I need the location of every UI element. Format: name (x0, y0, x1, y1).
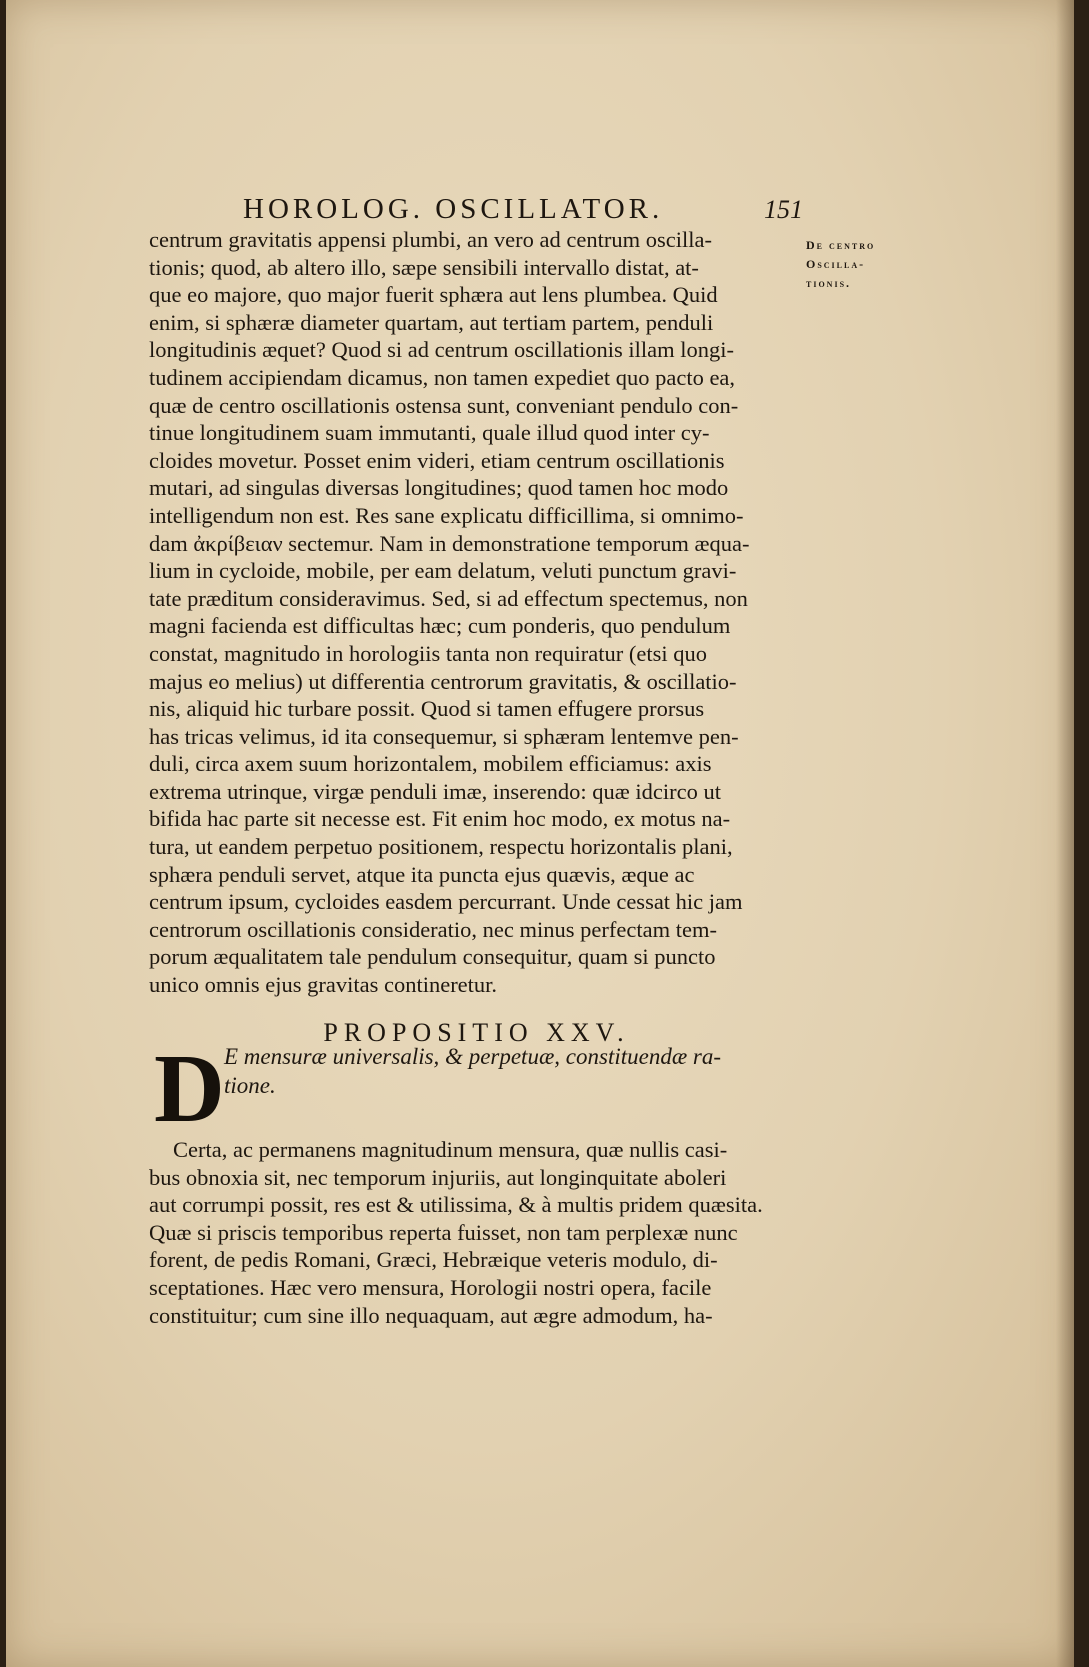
text-line: quæ de centro oscillationis ostensa sunt, conveniant pendulo con- (149, 392, 739, 418)
text-line: has tricas velimus, id ita consequemur, si sphæram lentemve pen- (149, 723, 739, 749)
text-line: constituitur; cum sine illo nequaquam, aut ægre admodum, ha- (149, 1302, 713, 1328)
body-text (149, 226, 804, 999)
page-header (243, 193, 803, 227)
text-line: E mensuræ universalis, & perpetuæ, constituendæ ra- (224, 1044, 722, 1069)
text-line: porum æqualitatem tale pendulum consequitur, quam si puncto (149, 944, 716, 970)
text-line: nis, aliquid hic turbare possit. Quod si tamen effugere prorsus (149, 696, 705, 722)
text-line: majus eo melius) ut differentia centrorum gravitatis, & oscillatio- (149, 668, 737, 694)
text-line: tudinem accipiendam dicamus, non tamen expediet quo pacto ea, (149, 364, 736, 390)
running-title: HOROLOG. OSCILLATOR. (243, 193, 664, 225)
text-line: mutari, ad singulas diversas longitudines; quod tamen hoc modo (149, 475, 729, 501)
text-line: centrum gravitatis appensi plumbi, an vero ad centrum oscilla- (149, 227, 712, 252)
margin-note-line: tionis. (806, 276, 852, 290)
margin-note-line: Oscilla- (806, 257, 866, 271)
proposition-heading: PROPOSITIO XXV. (323, 1018, 630, 1047)
text-line: tionis; quod, ab altero illo, sæpe sensibili intervallo distat, at- (149, 254, 699, 280)
page-number: 151 (764, 195, 803, 224)
margin-note-line: De centro (806, 238, 876, 252)
text-line: bus obnoxia sit, nec temporum injuriis, aut longinquitate aboleri (149, 1164, 727, 1190)
text-line: forent, de pedis Romani, Græci, Hebræique veteris modulo, di- (149, 1247, 718, 1273)
text-line: intelligendum non est. Res sane explicatu difficillima, si omnimo- (149, 502, 744, 528)
text-line: centrorum oscillationis consideratio, nec minus perfectam tem- (149, 916, 717, 942)
text-line: Certa, ac permanens magnitudinum mensura, quæ nullis casi- (173, 1137, 728, 1162)
proposition-title (224, 1042, 804, 1100)
text-line: extrema utrinque, virgæ penduli imæ, inserendo: quæ idcirco ut (149, 778, 721, 804)
text-line: centrum ipsum, cycloides easdem percurrant. Unde cessat hic jam (149, 889, 743, 915)
margin-note (806, 236, 901, 293)
text-line: unico omnis ejus gravitas contineretur. (149, 972, 498, 998)
text-line: constat, magnitudo in horologiis tanta non requiratur (etsi quo (149, 640, 708, 666)
drop-cap: D (154, 1035, 225, 1143)
book-page (6, 0, 1074, 1667)
paragraph (149, 1136, 804, 1329)
text-line: sceptationes. Hæc vero mensura, Horologii nostri opera, facile (149, 1274, 712, 1300)
text-line: Quæ si priscis temporibus reperta fuisset, non tam perplexæ nunc (149, 1219, 738, 1245)
text-line: que eo majore, quo major fuerit sphæra aut lens plumbea. Quid (149, 282, 718, 308)
text-line: cloides movetur. Posset enim videri, etiam centrum oscillationis (149, 447, 725, 473)
text-line: aut corrumpi possit, res est & utilissima, & à multis pridem quæsita. (149, 1192, 763, 1218)
text-line: lium in cycloide, mobile, per eam delatum, veluti punctum gravi- (149, 558, 737, 584)
text-line: sphæra penduli servet, atque ita puncta ejus quævis, æque ac (149, 861, 695, 887)
text-line: tate præditum consideravimus. Sed, si ad effectum spectemus, non (149, 585, 748, 611)
text-line: enim, si sphæræ diameter quartam, aut tertiam partem, penduli (149, 309, 714, 335)
text-line: tura, ut eandem perpetuo positionem, respectu horizontalis plani, (149, 834, 733, 860)
text-line: tinue longitudinem suam immutanti, quale illud quod inter cy- (149, 420, 710, 446)
text-line: dam ἀκρίβειαν sectemur. Nam in demonstratione temporum æqua- (149, 530, 750, 556)
text-line: bifida hac parte sit necesse est. Fit enim hoc modo, ex motus na- (149, 806, 731, 832)
text-line: duli, circa axem suum horizontalem, mobilem efficiamus: axis (149, 751, 712, 777)
text-line: tione. (224, 1073, 276, 1098)
page-edge-shadow (1056, 0, 1074, 1667)
text-line: longitudinis æquet? Quod si ad centrum oscillationis illam longi- (149, 337, 734, 363)
text-line: magni facienda est difficultas hæc; cum ponderis, quo pendulum (149, 613, 731, 639)
